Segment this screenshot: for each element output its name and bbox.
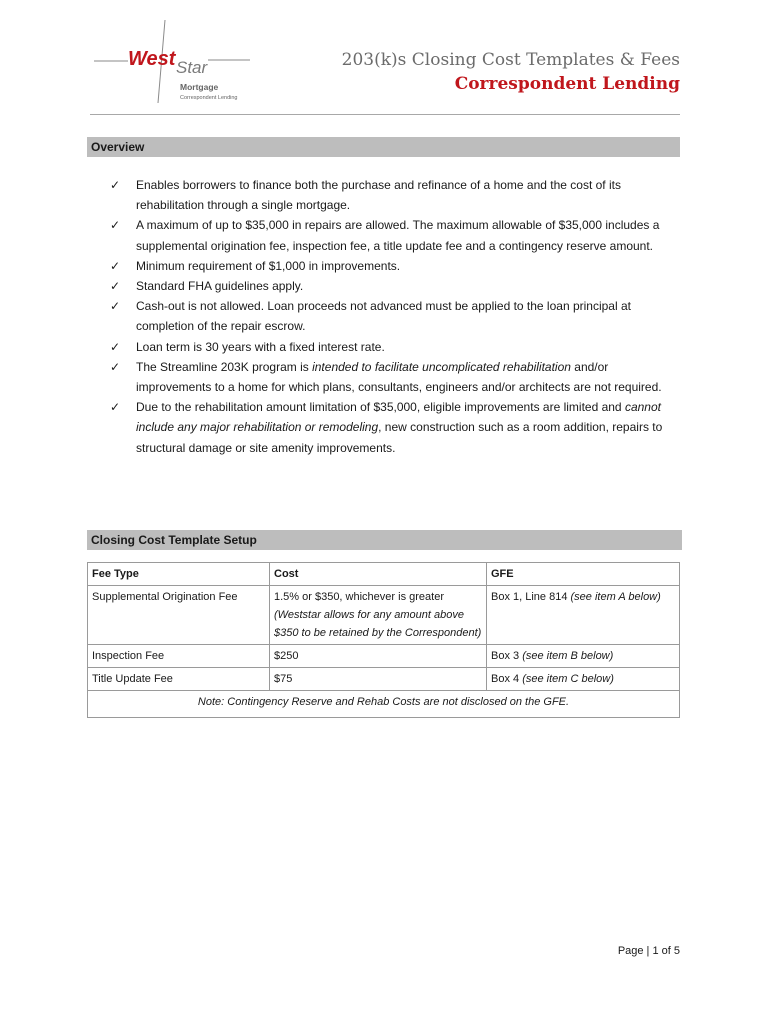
list-item: ✓ Minimum requirement of $1,000 in improvements.: [110, 256, 670, 276]
checkmark-icon: ✓: [110, 218, 121, 233]
fee-type-cell: Inspection Fee: [88, 645, 270, 668]
setup-heading: Closing Cost Template Setup: [87, 530, 682, 550]
fee-type-cell: Title Update Fee: [88, 668, 270, 691]
document-title: 203(k)s Closing Cost Templates & Fees: [341, 50, 680, 70]
document-title-block: [342, 48, 680, 96]
checkmark-icon: ✓: [110, 299, 121, 314]
checkmark-icon: ✓: [110, 339, 121, 354]
list-item: ✓ Enables borrowers to finance both the purchase and refinance of a home and the cost of its rehabilitation through a single mortgage.: [110, 175, 670, 215]
logo-west-text: West: [128, 48, 176, 70]
document-subtitle: Correspondent Lending: [454, 74, 680, 94]
checkmark-icon: ✓: [110, 400, 121, 415]
weststar-logo: [90, 18, 260, 108]
column-header: Cost: [270, 563, 487, 586]
weststar-logo-graphic: [90, 18, 260, 108]
table-row: [88, 645, 680, 668]
table-header-row: [88, 563, 680, 586]
cost-cell: $75: [270, 668, 487, 691]
logo-tagline-text: Correspondent Lending: [180, 95, 238, 101]
column-header: GFE: [487, 563, 680, 586]
checkmark-icon: ✓: [110, 279, 121, 294]
table-row: [88, 668, 680, 691]
logo-star-text: Star: [176, 58, 208, 77]
overview-heading: Overview: [87, 137, 680, 157]
gfe-cell: Box 3 (see item B below): [487, 645, 680, 668]
logo-mortgage-text: Mortgage: [180, 82, 219, 92]
list-item: ✓ Standard FHA guidelines apply.: [110, 276, 670, 296]
cost-cell: 1.5% or $350, whichever is greater (Weststar allows for any amount above $350 to be retained by the Correspondent): [270, 586, 487, 645]
page-number: Page | 1 of 5: [617, 945, 680, 957]
list-item: ✓ Cash-out is not allowed. Loan proceeds not advanced must be applied to the loan principal at completion of the repair escrow.: [110, 296, 670, 336]
gfe-cell: Box 4 (see item C below): [487, 668, 680, 691]
list-item: ✓ A maximum of up to $35,000 in repairs are allowed. The maximum allowable of $35,000 includes a supplemental origination fee, inspection fee, a title update fee and a contingency reserve amount.: [110, 215, 670, 255]
column-header: Fee Type: [88, 563, 270, 586]
fee-type-cell: Supplemental Origination Fee: [88, 586, 270, 645]
list-item: ✓ Loan term is 30 years with a fixed interest rate.: [110, 337, 670, 357]
header-divider: [90, 114, 680, 115]
overview-list: [110, 175, 670, 458]
fee-table: [87, 562, 680, 718]
list-item: ✓ The Streamline 203K program is intended to facilitate uncomplicated rehabilitation and/or improvements to a home for which plans, consultants, engineers and/or architects are not required.: [110, 357, 670, 397]
gfe-cell: Box 1, Line 814 (see item A below): [487, 586, 680, 645]
cost-cell: $250: [270, 645, 487, 668]
checkmark-icon: ✓: [110, 258, 121, 273]
checkmark-icon: ✓: [110, 359, 121, 374]
list-item: ✓ Due to the rehabilitation amount limitation of $35,000, eligible improvements are limited and cannot include any major rehabilitation or remodeling, new construction such as a room addition, repairs to structural damage or site amenity improvements.: [110, 397, 670, 458]
table-row: [88, 586, 680, 645]
table-note: Note: Contingency Reserve and Rehab Costs are not disclosed on the GFE.: [88, 691, 680, 718]
checkmark-icon: ✓: [110, 178, 121, 192]
table-note-row: [88, 691, 680, 718]
